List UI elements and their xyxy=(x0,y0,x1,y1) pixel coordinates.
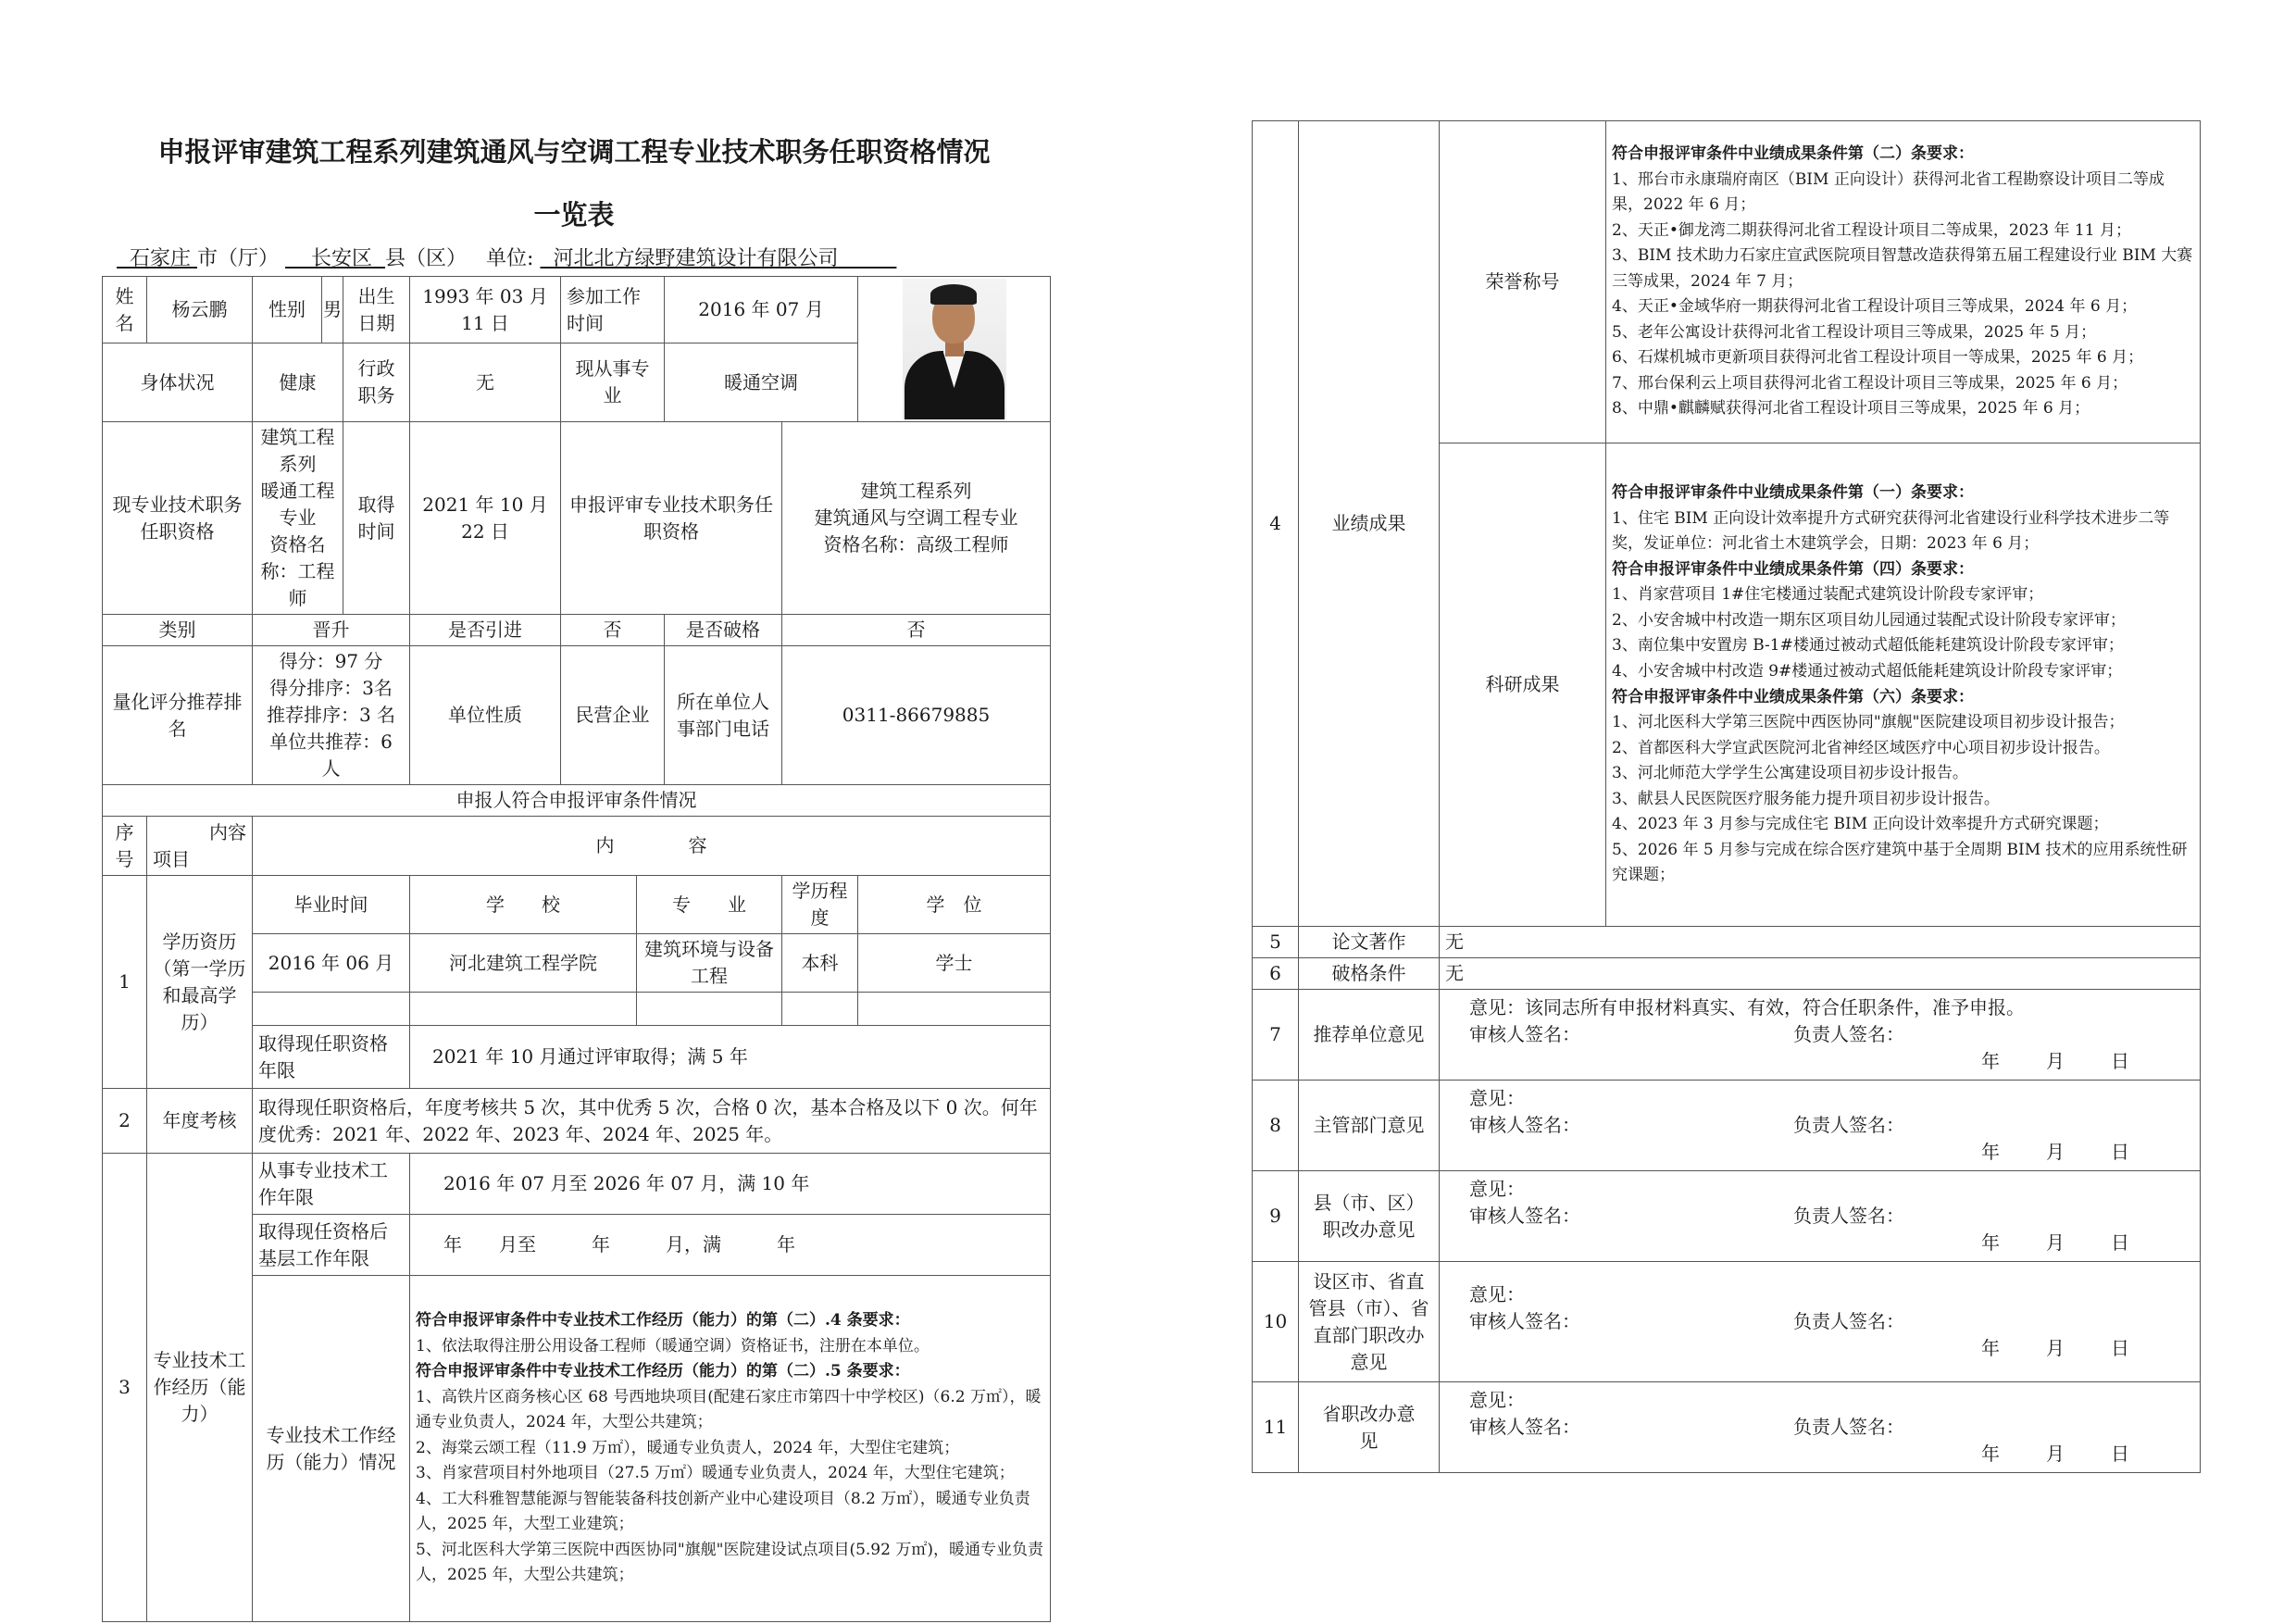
opinion-text: 意见： xyxy=(1469,1178,1525,1200)
research-line: 符合申报评审条件中业绩成果条件第（一）条要求： xyxy=(1612,483,1974,503)
content-header: 内 容 xyxy=(253,817,1051,876)
health-value: 健康 xyxy=(253,344,343,422)
name-value: 杨云鹏 xyxy=(147,277,253,344)
opinion-unit-label: 推荐单位意见 xyxy=(1299,990,1440,1081)
reviewer-sign-label: 审核人签名： xyxy=(1469,1114,1580,1136)
date-day: 日 xyxy=(2111,1337,2129,1359)
city-value: 石家庄 xyxy=(130,247,192,270)
edu-level: 本科 xyxy=(782,934,858,993)
page-title: 申报评审建筑工程系列建筑通风与空调工程专业技术职务任职资格情况 xyxy=(157,136,991,168)
type-label: 类别 xyxy=(103,615,253,646)
opinion-unit-label: 省职改办意 见 xyxy=(1299,1382,1440,1473)
papers-no: 5 xyxy=(1253,927,1299,958)
research-line: 1、河北医科大学第三医院中西医协同"旗舰"医院建设项目初步设计报告； xyxy=(1612,713,2125,732)
opinion-unit-label: 设区市、省直管县（市）、省直部门职改办意见 xyxy=(1299,1262,1440,1382)
research-line: 2、首都医科大学宣武医院河北省神经区域医疗中心项目初步设计报告。 xyxy=(1612,738,2110,757)
birth-value: 1993 年 03 月 11 日 xyxy=(410,277,561,344)
date-month: 月 xyxy=(2046,1443,2065,1465)
annual-label: 年度考核 xyxy=(147,1089,253,1154)
career-no: 3 xyxy=(103,1154,147,1622)
opinion-body xyxy=(1440,1382,2201,1473)
research-line: 符合申报评审条件中业绩成果条件第（六）条要求： xyxy=(1612,687,1974,706)
edu-col-major: 专 业 xyxy=(637,876,782,934)
career-years-label: 从事专业技术工作年限 xyxy=(253,1154,410,1215)
research-list xyxy=(1606,443,2201,927)
signature-row xyxy=(1469,1203,2194,1230)
edu-col-degree: 学 位 xyxy=(858,876,1051,934)
opinion-unit-label: 主管部门意见 xyxy=(1299,1081,1440,1171)
work-start-label: 参加工作时间 xyxy=(561,277,665,344)
opinion-no: 9 xyxy=(1253,1171,1299,1262)
date-day: 日 xyxy=(2111,1231,2129,1254)
research-line: 4、2023 年 3 月参与完成住宅 BIM 正向设计效率提升方式研究课题； xyxy=(1612,815,2109,834)
leader-sign-label: 负责人签名： xyxy=(1793,1114,1904,1136)
unit-label: 单位: xyxy=(486,247,534,270)
phone-value: 0311-86679885 xyxy=(782,646,1051,785)
career-detail-list xyxy=(410,1276,1051,1622)
career-detail-line: 符合申报评审条件中专业技术工作经历（能力）的第（二）.5 条要求： xyxy=(416,1362,910,1381)
research-line: 3、南位集中安置房 B-1#楼通过被动式超低能耗建筑设计阶段专家评审； xyxy=(1612,636,2124,656)
cur-title-label: 现专业技术职务任职资格 xyxy=(103,422,253,615)
breaking-no: 6 xyxy=(1253,958,1299,990)
opinion-text: 意见： xyxy=(1469,1087,1525,1109)
edu-col-grad: 毕业时间 xyxy=(253,876,410,934)
breaking-value: 无 xyxy=(1440,958,2201,990)
obtain-value: 2021 年 10 月 22 日 xyxy=(410,422,561,615)
gender-label: 性别 xyxy=(253,277,322,344)
opinion-body xyxy=(1440,1262,2201,1382)
date-year: 年 xyxy=(1981,1231,2000,1254)
date-day: 日 xyxy=(2111,1443,2129,1465)
photo-cell xyxy=(858,277,1051,422)
research-line: 1、住宅 BIM 正向设计效率提升方式研究获得河北省建设行业科学技术进步二等奖，发证单位：河北省土木建筑学会，日期：2023 年 6 月； xyxy=(1612,508,2170,554)
admin-value: 无 xyxy=(410,344,561,422)
date-month: 月 xyxy=(2046,1231,2065,1254)
edu-empty xyxy=(637,993,782,1026)
phone-label: 所在单位人事部门电话 xyxy=(665,646,782,785)
annual-text: 取得现任职资格后，年度考核共 5 次，其中优秀 5 次，合格 0 次，基本合格及以下 0 次。何年度优秀：2021 年、2022 年、2023 年、2024 年、2025 年。 xyxy=(253,1089,1051,1154)
opinion-no: 11 xyxy=(1253,1382,1299,1473)
career-detail-line: 2、海棠云颂工程（11.9 万㎡），暖通专业负责人，2024 年，大型住宅建筑； xyxy=(416,1438,960,1457)
applicant-photo xyxy=(903,279,1006,419)
achieve-no: 4 xyxy=(1253,121,1299,927)
reviewer-sign-label: 审核人签名： xyxy=(1469,1205,1580,1227)
career-detail-line: 4、工大科雅智慧能源与智能装备科技创新产业中心建设项目（8.2 万㎡），暖通专业负责人，2025 年，大型工业建筑； xyxy=(416,1489,1030,1534)
score-value: 得分：97 分 得分排序：3名 推荐排序：3 名 单位共推荐：6 人 xyxy=(253,646,410,785)
career-detail-line: 1、高铁片区商务核心区 68 号西地块项目(配建石家庄市第四十中学校区)（6.2 万㎡），暖通专业负责人，2024 年，大型公共建筑； xyxy=(416,1387,1042,1432)
research-line: 3、河北师范大学学生公寓建设项目初步设计报告。 xyxy=(1612,764,1968,783)
leader-sign-label: 负责人签名： xyxy=(1793,1023,1904,1045)
date-day: 日 xyxy=(2111,1141,2129,1163)
date-row xyxy=(1469,1048,2194,1075)
honor-line: 4、天正•金域华府一期获得河北省工程设计项目三等成果，2024 年 6 月； xyxy=(1612,297,2138,317)
opinion-body xyxy=(1440,990,2201,1081)
opinion-unit-label: 县（市、区）职改办意见 xyxy=(1299,1171,1440,1262)
major-value: 暖通空调 xyxy=(665,344,858,422)
apply-label: 申报评审专业技术职务任职资格 xyxy=(561,422,782,615)
honor-list xyxy=(1606,121,2201,443)
career-detail-line: 1、依法取得注册公用设备工程师（暖通空调）资格证书，注册在本单位。 xyxy=(416,1336,930,1355)
edu-col-level: 学历程度 xyxy=(782,876,858,934)
opinion-no: 7 xyxy=(1253,990,1299,1081)
signature-row xyxy=(1469,1308,2194,1335)
edu-years-label: 取得现任职资格年限 xyxy=(253,1026,410,1089)
signature-row xyxy=(1469,1021,2194,1048)
break-label: 是否破格 xyxy=(665,615,782,646)
signature-row xyxy=(1469,1414,2194,1441)
date-month: 月 xyxy=(2046,1050,2065,1072)
right-form-table xyxy=(1252,120,2201,1473)
name-label: 姓名 xyxy=(103,277,147,344)
honor-line: 6、石煤机城市更新项目获得河北省工程设计项目一等成果，2025 年 6 月； xyxy=(1612,348,2144,368)
annual-no: 2 xyxy=(103,1089,147,1154)
honor-label: 荣誉称号 xyxy=(1440,121,1606,443)
seq-label: 序号 xyxy=(103,817,147,876)
cur-title-value: 建筑工程系列 暖通工程专业 资格名称：工程师 xyxy=(253,422,343,615)
intro-label: 是否引进 xyxy=(410,615,561,646)
break-value: 否 xyxy=(782,615,1051,646)
edu-col-school: 学 校 xyxy=(410,876,637,934)
score-label: 量化评分推荐排名 xyxy=(103,646,253,785)
opinion-body xyxy=(1440,1171,2201,1262)
honor-line: 1、邢台市永康瑞府南区（BIM 正向设计）获得河北省工程勘察设计项目二等成果，2022 年 6 月； xyxy=(1612,169,2165,215)
edu-label: 学历资历（第一学历和最高学历） xyxy=(147,876,253,1089)
county-suffix: 县（区） xyxy=(385,247,468,270)
research-label: 科研成果 xyxy=(1440,443,1606,927)
honor-line: 符合申报评审条件中业绩成果条件第（二）条要求： xyxy=(1612,144,1974,164)
honor-line: 7、邢台保利云上项目获得河北省工程设计项目三等成果，2025 年 6 月； xyxy=(1612,373,2128,393)
intro-value: 否 xyxy=(561,615,665,646)
edu-empty xyxy=(858,993,1051,1026)
research-line: 符合申报评审条件中业绩成果条件第（四）条要求： xyxy=(1612,559,1974,579)
work-start-value: 2016 年 07 月 xyxy=(665,277,858,344)
career-detail-line: 5、河北医科大学第三医院中西医协同"旗舰"医院建设试点项目(5.92 万㎡)，暖通专业负责人，2025 年，大型公共建筑； xyxy=(416,1540,1043,1585)
edu-no: 1 xyxy=(103,876,147,1089)
research-line: 5、2026 年 5 月参与完成在综合医疗建筑中基于全周期 BIM 技术的应用系统性研究课题； xyxy=(1612,840,2188,885)
edu-degree: 学士 xyxy=(858,934,1051,993)
date-year: 年 xyxy=(1981,1337,2000,1359)
edu-major: 建筑环境与设备工程 xyxy=(637,934,782,993)
reviewer-sign-label: 审核人签名： xyxy=(1469,1310,1580,1332)
career-years-value: 2016 年 07 月至 2026 年 07 月，满 10 年 xyxy=(410,1154,1051,1215)
county-value: 长安区 xyxy=(311,247,373,270)
city-suffix: 市（厅） xyxy=(197,247,280,270)
reviewer-sign-label: 审核人签名： xyxy=(1469,1416,1580,1438)
edu-grad: 2016 年 06 月 xyxy=(253,934,410,993)
admin-label: 行政职务 xyxy=(343,344,410,422)
research-line: 3、献县人民医院医疗服务能力提升项目初步设计报告。 xyxy=(1612,789,2000,808)
signature-row xyxy=(1469,1112,2194,1139)
location-line xyxy=(117,243,896,271)
career-detail-label: 专业技术工作经历（能力）情况 xyxy=(253,1276,410,1622)
edu-school: 河北建筑工程学院 xyxy=(410,934,637,993)
obtain-label: 取得时间 xyxy=(343,422,410,615)
left-form-table xyxy=(102,276,1051,1622)
type-value: 晋升 xyxy=(253,615,410,646)
nature-label: 单位性质 xyxy=(410,646,561,785)
edu-empty xyxy=(253,993,410,1026)
date-month: 月 xyxy=(2046,1141,2065,1163)
nature-value: 民营企业 xyxy=(561,646,665,785)
item-header: 内容 项目 xyxy=(147,817,253,876)
opinion-body xyxy=(1440,1081,2201,1171)
leader-sign-label: 负责人签名： xyxy=(1793,1205,1904,1227)
date-row xyxy=(1469,1441,2194,1468)
edu-empty xyxy=(782,993,858,1026)
birth-label: 出生日期 xyxy=(343,277,410,344)
opinion-text: 意见： xyxy=(1469,1389,1525,1411)
career-grass-label: 取得现任资格后基层工作年限 xyxy=(253,1215,410,1276)
edu-years-value: 2021 年 10 月通过评审取得；满 5 年 xyxy=(410,1026,1051,1089)
opinion-no: 8 xyxy=(1253,1081,1299,1171)
date-row xyxy=(1469,1139,2194,1166)
breaking-label: 破格条件 xyxy=(1299,958,1440,990)
page-subtitle: 一览表 xyxy=(533,199,615,231)
opinion-text: 意见：该同志所有申报材料真实、有效，符合任职条件，准予申报。 xyxy=(1469,996,2025,1018)
date-year: 年 xyxy=(1981,1141,2000,1163)
leader-sign-label: 负责人签名： xyxy=(1793,1310,1904,1332)
opinion-text: 意见： xyxy=(1469,1283,1525,1305)
career-detail-line: 3、肖家营项目村外地项目（27.5 万㎡）暖通专业负责人，2024 年，大型住宅建筑； xyxy=(416,1464,1015,1483)
date-row xyxy=(1469,1335,2194,1362)
career-label: 专业技术工作经历（能力） xyxy=(147,1154,253,1622)
papers-value: 无 xyxy=(1440,927,2201,958)
achieve-label: 业绩成果 xyxy=(1299,121,1440,927)
honor-line: 3、BIM 技术助力石家庄宣武医院项目智慧改造获得第五届工程建设行业 BIM 大赛三等成果，2024 年 7 月； xyxy=(1612,246,2193,291)
date-row xyxy=(1469,1230,2194,1256)
career-grass-value: 年 月至 年 月，满 年 xyxy=(410,1215,1051,1276)
date-year: 年 xyxy=(1981,1443,2000,1465)
career-detail-line: 符合申报评审条件中专业技术工作经历（能力）的第（二）.4 条要求： xyxy=(416,1311,910,1330)
opinion-no: 10 xyxy=(1253,1262,1299,1382)
apply-value: 建筑工程系列 建筑通风与空调工程专业 资格名称：高级工程师 xyxy=(782,422,1051,615)
edu-empty xyxy=(410,993,637,1026)
major-label: 现从事专业 xyxy=(561,344,665,422)
gender-value: 男 xyxy=(322,277,343,344)
leader-sign-label: 负责人签名： xyxy=(1793,1416,1904,1438)
reviewer-sign-label: 审核人签名： xyxy=(1469,1023,1580,1045)
unit-value: 河北北方绿野建筑设计有限公司 xyxy=(553,247,839,270)
research-line: 2、小安舍城中村改造一期东区项目幼儿园通过装配式设计阶段专家评审； xyxy=(1612,610,2126,630)
papers-label: 论文著作 xyxy=(1299,927,1440,958)
date-month: 月 xyxy=(2046,1337,2065,1359)
honor-line: 8、中鼎•麒麟赋获得河北省工程设计项目三等成果，2025 年 6 月； xyxy=(1612,399,2090,418)
honor-line: 5、老年公寓设计获得河北省工程设计项目三等成果，2025 年 5 月； xyxy=(1612,322,2097,342)
research-line: 4、小安舍城中村改造 9#楼通过被动式超低能耗建筑设计阶段专家评审； xyxy=(1612,661,2123,681)
date-day: 日 xyxy=(2111,1050,2129,1072)
date-year: 年 xyxy=(1981,1050,2000,1072)
research-line: 1、肖家营项目 1#住宅楼通过装配式建筑设计阶段专家评审； xyxy=(1612,585,2044,605)
honor-line: 2、天正•御龙湾二期获得河北省工程设计项目二等成果，2023 年 11 月； xyxy=(1612,220,2131,240)
health-label: 身体状况 xyxy=(103,344,253,422)
conditions-section-title: 申报人符合申报评审条件情况 xyxy=(103,785,1051,817)
